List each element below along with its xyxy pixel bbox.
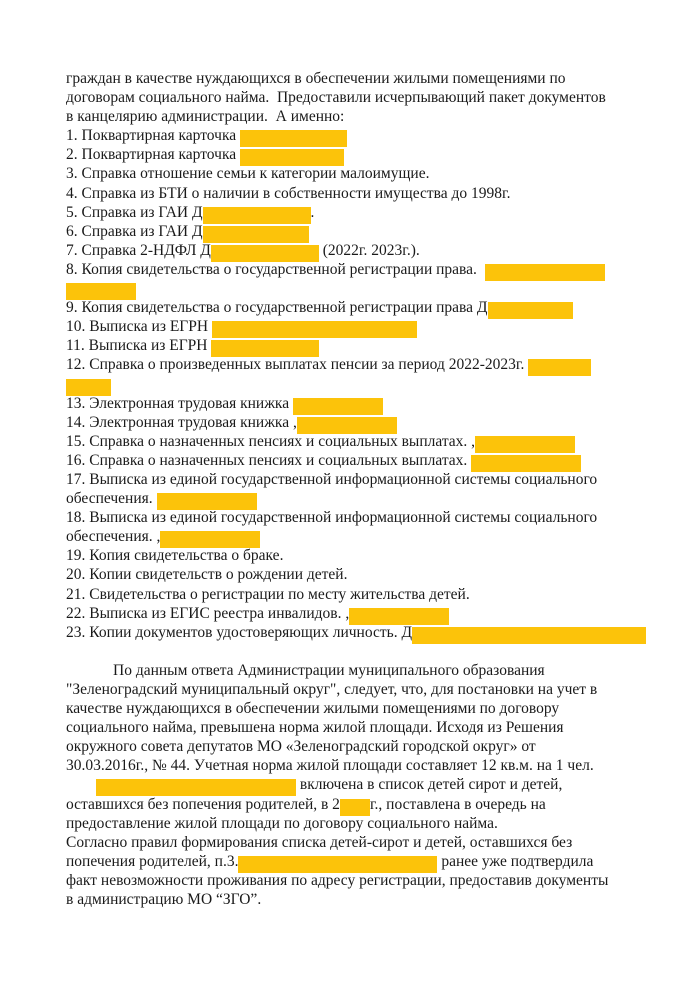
text-run: г., поставлена в очередь на bbox=[369, 795, 546, 813]
text-run: Согласно правил формирования списка детей-сирот и детей, оставшихся без bbox=[66, 833, 573, 851]
text-run: По данным ответа Администрации муниципального образования bbox=[113, 661, 545, 679]
text-line bbox=[66, 375, 680, 394]
text-line bbox=[66, 107, 680, 126]
text-run: 16. Справка о назначенных пенсиях и социальных выплатах. bbox=[66, 451, 472, 469]
redaction-bar bbox=[66, 379, 111, 396]
text-run: 23. Копии документов удостоверяющих личность. Д bbox=[66, 623, 413, 641]
text-line bbox=[66, 604, 680, 623]
text-run: "Зеленоградский муниципальный округ", следует, что, для постановки на учет в bbox=[66, 681, 598, 698]
text-run: . bbox=[310, 203, 315, 221]
text-run: 7. Справка 2-НДФЛ Д bbox=[66, 241, 211, 259]
text-run: в администрацию МО “ЗГО”. bbox=[66, 891, 262, 909]
text-line bbox=[66, 890, 680, 909]
text-line bbox=[66, 203, 680, 222]
text-run: 5. Справка из ГАИ Д bbox=[66, 203, 203, 221]
text-run: оставшихся без попечения родителей, в 2 bbox=[66, 795, 340, 813]
text-run: 1. Поквартирная карточка bbox=[66, 127, 240, 145]
text-run: 20. Копии свидетельств о рождении детей. bbox=[66, 566, 348, 584]
redaction-bar bbox=[412, 627, 646, 644]
redaction-bar bbox=[96, 779, 296, 796]
text-line bbox=[66, 737, 680, 756]
text-line bbox=[66, 623, 680, 642]
text-run: 8. Копия свидетельства о государственной регистрации права. bbox=[66, 260, 485, 278]
text-line bbox=[66, 355, 680, 374]
text-line bbox=[66, 279, 680, 298]
text-line bbox=[66, 718, 680, 737]
text-line bbox=[66, 661, 680, 680]
text-run: социального найма, превышена норма жилой площади. Исходя из Решения bbox=[66, 719, 564, 737]
text-line bbox=[66, 184, 680, 203]
redaction-bar bbox=[488, 302, 573, 319]
text-line bbox=[66, 795, 680, 814]
text-line bbox=[66, 489, 680, 508]
text-run: граждан в качестве нуждающихся в обеспечении жилыми помещениями по bbox=[66, 70, 566, 87]
text-run: 10. Выписка из ЕГРН bbox=[66, 318, 212, 336]
text-run: 21. Свидетельства о регистрации по месту жительства детей. bbox=[66, 585, 470, 603]
text-run: предоставление жилой площади по договору социального найма. bbox=[66, 814, 498, 832]
text-line bbox=[66, 88, 680, 107]
text-run: окружного совета депутатов МО «Зеленоградский городской округ» от bbox=[66, 738, 536, 756]
text-run: 22. Выписка из ЕГИС реестра инвалидов. , bbox=[66, 604, 350, 622]
text-line bbox=[66, 126, 680, 145]
text-line bbox=[66, 145, 680, 164]
text-run: 6. Справка из ГАИ Д bbox=[66, 222, 203, 240]
text-run: обеспечения. bbox=[66, 490, 157, 508]
text-line bbox=[66, 546, 680, 565]
text-line bbox=[66, 336, 680, 355]
text-run: 3. Справка отношение семьи к категории малоимущие. bbox=[66, 165, 430, 183]
text-run: 2. Поквартирная карточка bbox=[66, 146, 240, 164]
text-line bbox=[66, 833, 680, 852]
text-line bbox=[66, 871, 680, 890]
text-run: качестве нуждающихся в обеспечении жилыми помещениями по договору bbox=[66, 700, 560, 718]
text-run: 18. Выписка из единой государственной информационной системы социального bbox=[66, 509, 598, 527]
text-run: 14. Электронная трудовая книжка , bbox=[66, 413, 297, 431]
text-run: 30.03.2016г., № 44. Учетная норма жилой площади составляет 12 кв.м. на 1 чел. bbox=[66, 757, 594, 775]
text-line bbox=[66, 852, 680, 871]
text-run: попечения родителей, п.3. bbox=[66, 852, 239, 870]
text-line bbox=[66, 642, 680, 661]
text-line bbox=[66, 470, 680, 489]
redaction-bar bbox=[485, 264, 605, 281]
text-run: 4. Справка из БТИ о наличии в собственности имущества до 1998г. bbox=[66, 184, 511, 202]
text-line bbox=[66, 394, 680, 413]
text-line bbox=[66, 756, 680, 775]
text-line bbox=[66, 814, 680, 833]
text-line bbox=[66, 260, 680, 279]
text-line bbox=[66, 699, 680, 718]
text-line bbox=[66, 508, 680, 527]
text-run: факт невозможности проживания по адресу регистрации, предоставив документы bbox=[66, 871, 609, 889]
text-run: 9. Копия свидетельства о государственной регистрации права Д bbox=[66, 299, 488, 317]
text-line bbox=[66, 432, 680, 451]
text-line bbox=[66, 451, 680, 470]
document-body bbox=[66, 69, 680, 909]
text-run: в канцелярию администрации. А именно: bbox=[66, 108, 345, 126]
text-line bbox=[66, 164, 680, 183]
text-line bbox=[66, 241, 680, 260]
text-line bbox=[66, 680, 680, 699]
text-line bbox=[66, 317, 680, 336]
text-line bbox=[66, 298, 680, 317]
text-line bbox=[66, 585, 680, 604]
text-run: 11. Выписка из ЕГРН bbox=[66, 337, 212, 355]
text-run: 17. Выписка из единой государственной информационной системы социального bbox=[66, 470, 598, 488]
text-line bbox=[66, 222, 680, 241]
text-run: 12. Справка о произведенных выплатах пенсии за период 2022-2023г. bbox=[66, 356, 529, 374]
text-line bbox=[66, 565, 680, 584]
text-run: включена в список детей сирот и детей, bbox=[296, 776, 563, 794]
text-line bbox=[66, 413, 680, 432]
text-line bbox=[66, 775, 680, 794]
redaction-bar bbox=[528, 359, 591, 376]
text-run: (2022г. 2023г.). bbox=[318, 241, 420, 259]
text-run: 19. Копия свидетельства о браке. bbox=[66, 547, 284, 565]
text-run: 13. Электронная трудовая книжка bbox=[66, 394, 293, 412]
text-line bbox=[66, 527, 680, 546]
text-run: ранее уже подтвердила bbox=[437, 852, 594, 870]
text-run: обеспечения. , bbox=[66, 528, 161, 546]
text-line bbox=[66, 69, 680, 88]
text-run: 15. Справка о назначенных пенсиях и социальных выплатах. , bbox=[66, 432, 476, 450]
text-run: договорам социального найма. Предоставили исчерпывающий пакет документов bbox=[66, 89, 606, 107]
